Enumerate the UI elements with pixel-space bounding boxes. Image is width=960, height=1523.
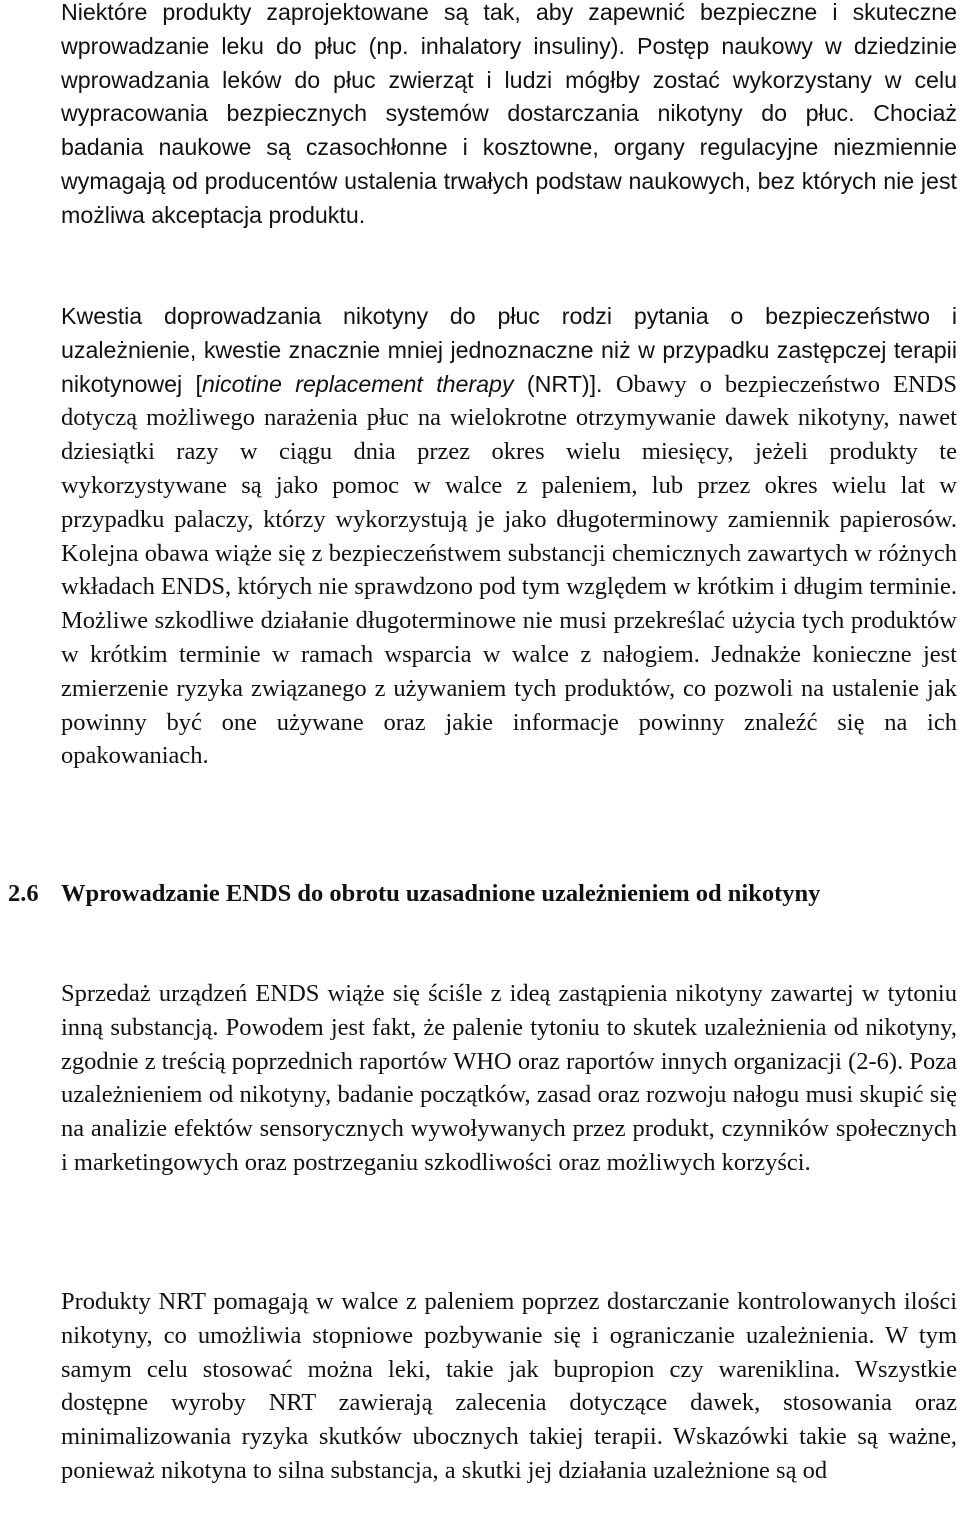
paragraph-2-serif-text: Obawy o bezpieczeństwo ENDS dotyczą możliwego narażenia płuc na wielokrotne otrzymywanie dawek nikotyny, nawet dziesiątki razy w ciągu dnia przez okres wielu miesięcy, jeżeli produkty te wykorzystywane są jako pomoc w walce z paleniem, lub przez okres wielu lat w przypadku palaczy, którzy wykorzystują je jako długoterminowy zamiennik papierosów. Kolejna obawa wiąże się z bezpieczeństwem substancji chemicznych zawartych w różnych wkładach ENDS, których nie sprawdzono pod tym względem w krótkim i długim terminie. Możliwe szkodliwe działanie długoterminowe nie musi przekreślać użycia tych produktów w krótkim terminie w ramach wsparcia w walce z nałogiem. Jednakże konieczne jest zmierzenie ryzyka związanego z używaniem tych produktów, co pozwoli na ustalenie jak powinny być one używane oraz jakie informacje powinny znaleźć się na ich opakowaniach. [61, 370, 958, 770]
paragraph-2 [61, 300, 957, 773]
paragraph-2-sans-text: Kwestia doprowadzania nikotyny do płuc rodzi pytania o bezpieczeństwo i uzależnienie, kwestie znacznie mniej jednoznaczne niż w przypadku zastępczej terapii nikotynowej [ [61, 303, 957, 397]
paragraph-1 [61, 0, 957, 233]
paragraph-4 [61, 1285, 957, 1488]
paragraph-2-abbreviation: (NRT)]. [513, 370, 616, 397]
paragraph-3 [61, 977, 957, 1180]
paragraph-2-italic-term: nicotine replacement therapy [201, 370, 514, 397]
section-number: 2.6 [8, 880, 39, 907]
paragraph-4-text: Produkty NRT pomagają w walce z paleniem poprzez dostarczanie kontrolowanych ilości nikotyny, co umożliwia stopniowe pozbywanie się i ograniczanie uzależnienia. W tym samym celu stosować można leki, takie jak bupropion czy wareniklina. Wszystkie dostępne wyroby NRT zawierają zalecenia dotyczące dawek, stosowania oraz minimalizowania ryzyka skutków ubocznych takiej terapii. Wskazówki takie są ważne, ponieważ nikotyna to silna substancja, a skutki jej działania uzależnione są od [61, 1288, 957, 1484]
paragraph-1-text: Niektóre produkty zaprojektowane są tak, aby zapewnić bezpieczne i skuteczne wprowadzanie leku do płuc (np. inhalatory insuliny). Postęp naukowy w dziedzinie wprowadzania leków do płuc zwierząt i ludzi mógłby zostać wykorzystany w celu wypracowania bezpiecznych systemów dostarczania nikotyny do płuc. Chociaż badania naukowe są czasochłonne i kosztowne, organy regulacyjne niezmiennie wymagają od producentów ustalenia trwałych podstaw naukowych, bez których nie jest możliwa akceptacja produktu. [61, 0, 957, 228]
paragraph-3-text: Sprzedaż urządzeń ENDS wiąże się ściśle z ideą zastąpienia nikotyny zawartej w tytoniu inną substancją. Powodem jest fakt, że palenie tytoniu to skutek uzależnienia od nikotyny, zgodnie z treścią poprzednich raportów WHO oraz raportów innych organizacji (2-6). Poza uzależnieniem od nikotyny, badanie początków, zasad oraz rozwoju nałogu musi skupić się na analizie efektów sensorycznych wywoływanych przez produkt, czynników społecznych i marketingowych oraz postrzeganiu szkodliwości oraz możliwych korzyści. [61, 980, 957, 1176]
section-title: Wprowadzanie ENDS do obrotu uzasadnione uzależnieniem od nikotyny [61, 880, 821, 907]
